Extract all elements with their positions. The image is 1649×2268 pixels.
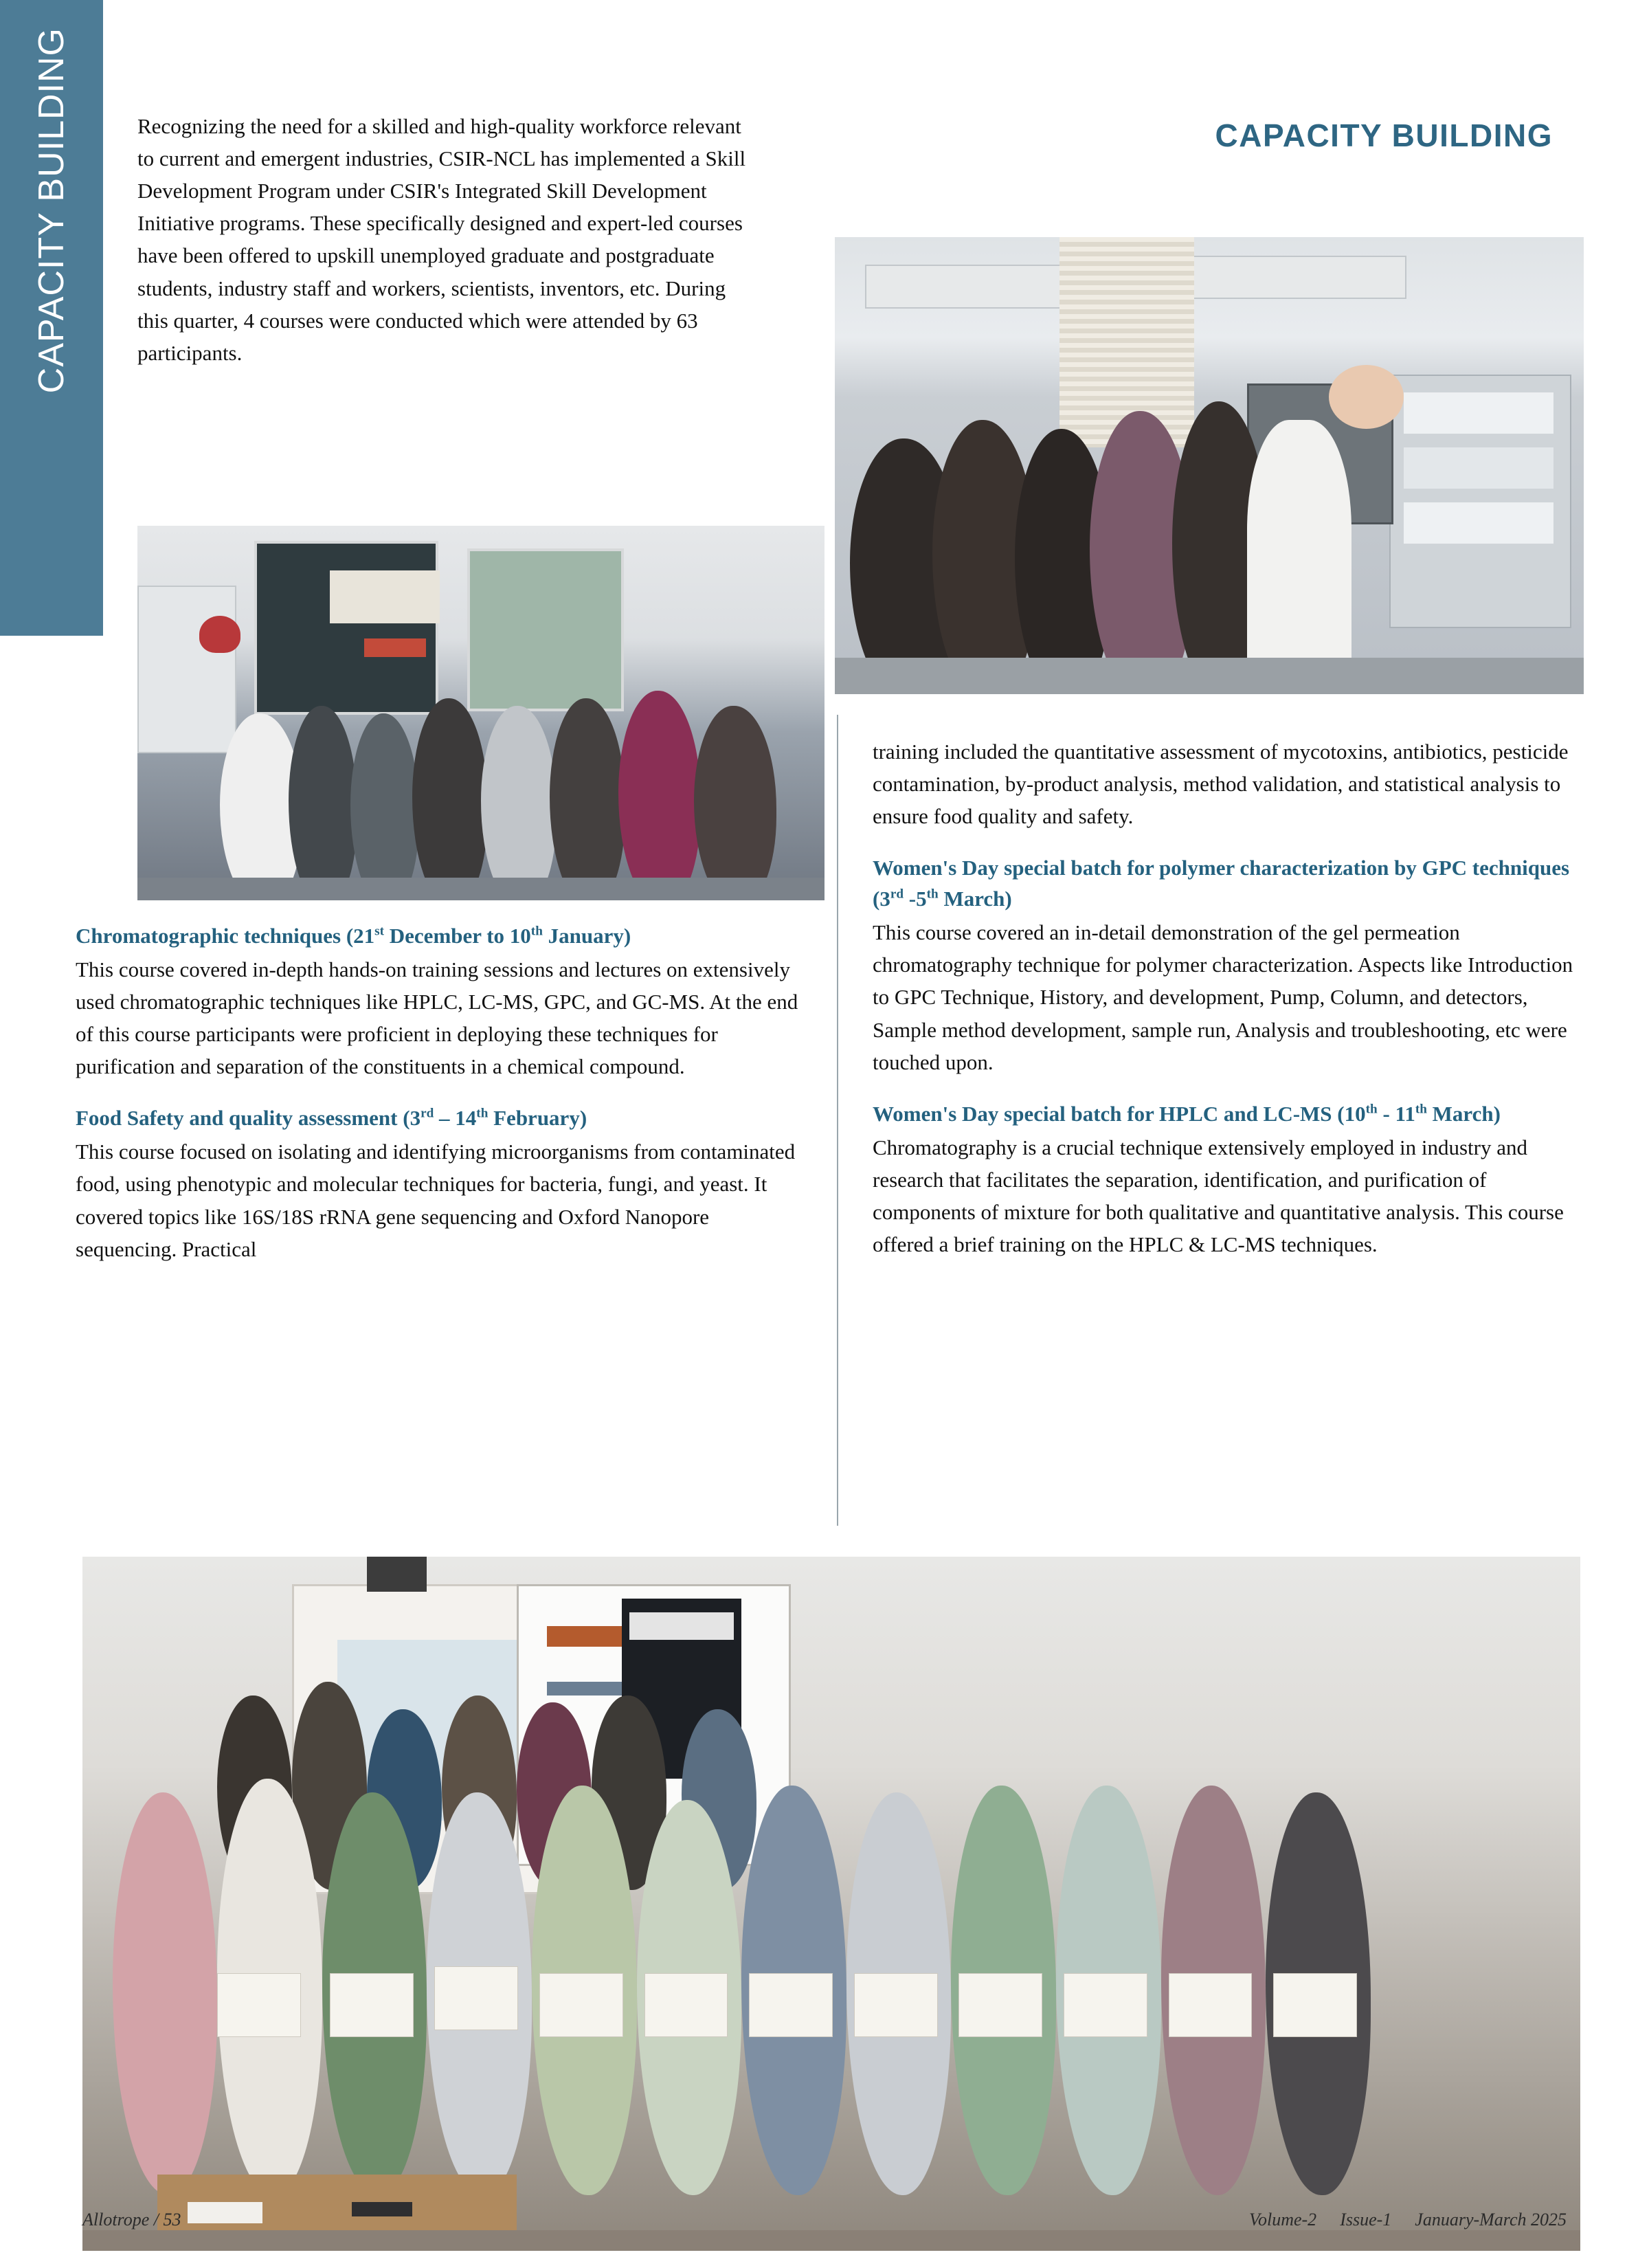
section-body-gpc: This course covered an in-detail demonstration of the gel permeation chromatography technique for polymer characterization. Aspects like Introduction to GPC Technique, History, and development, Pump, Column, and detectors, Sample method development, sample run, Analysis and troubleshooting, etc were touched upon. [873,920,1573,1074]
left-column [76,921,804,1286]
photo-group-certificates [82,1557,1580,2251]
intro-paragraph: Recognizing the need for a skilled and high-quality workforce relevant to current and emergent industries, CSIR-NCL has implemented a Skill Development Program under CSIR's Integrated Skill Development Initiative programs. These specifically designed and expert-led courses have been offered to upskill unemployed graduate and postgraduate students, industry staff and workers, scientists, inventors, etc. During this quarter, 4 courses were conducted which were attended by 63 participants. [137,114,746,365]
section-heading-chromatographic: Chromatographic techniques (21st December to 10th January) [76,924,631,948]
photo-lab-demonstration [835,237,1584,694]
section-body-hplc: Chromatography is a crucial technique extensively employed in industry and research that facilitates the separation, identification, and purification of components of mixture for both qualitative and quantitative analysis. This course offered a brief training on the HPLC & LC-MS techniques. [873,1135,1564,1257]
column-divider [837,715,838,1526]
section-heading-food-safety: Food Safety and quality assessment (3rd – 14th February) [76,1106,587,1131]
footer-issue-info [1249,2210,1567,2230]
right-column [873,735,1587,1281]
continuation-paragraph: training included the quantitative assessment of mycotoxins, antibiotics, pesticide contamination, by-product analysis, method validation, and statistical analysis to ensure food quality and safety. [873,740,1569,829]
side-tab-label: CAPACITY BUILDING [32,27,71,394]
footer-publication: Allotrope / 53 [82,2210,181,2230]
footer-volume: Volume-2 [1248,2210,1317,2230]
section-heading-hplc: Women's Day special batch for HPLC and LC-MS (10th - 11th March) [873,1101,1501,1126]
section-heading-gpc: Women's Day special batch for polymer characterization by GPC techniques (3rd -5th March) [873,856,1570,911]
photo-classroom-session [137,526,824,900]
page-title: CAPACITY BUILDING [1215,118,1553,153]
section-body-food-safety: This course focused on isolating and identifying microorganisms from contaminated food, using phenotypic and molecular techniques for bacteria, fungi, and yeast. It covered topics like 16S/18S rRNA gene sequencing and Oxford Nanopore sequencing. Practical [76,1139,796,1261]
side-tab-banner [0,0,103,636]
section-body-chromatographic: This course covered in-depth hands-on training sessions and lectures on extensively used chromatographic techniques like HPLC, LC-MS, GPC, and GC-MS. At the end of this course participants were proficient in deploying these techniques for purification and separation of the constituents in a chemical compound. [76,957,798,1079]
footer-issue: Issue-1 [1340,2210,1392,2230]
footer-date: January-March 2025 [1415,2210,1567,2230]
